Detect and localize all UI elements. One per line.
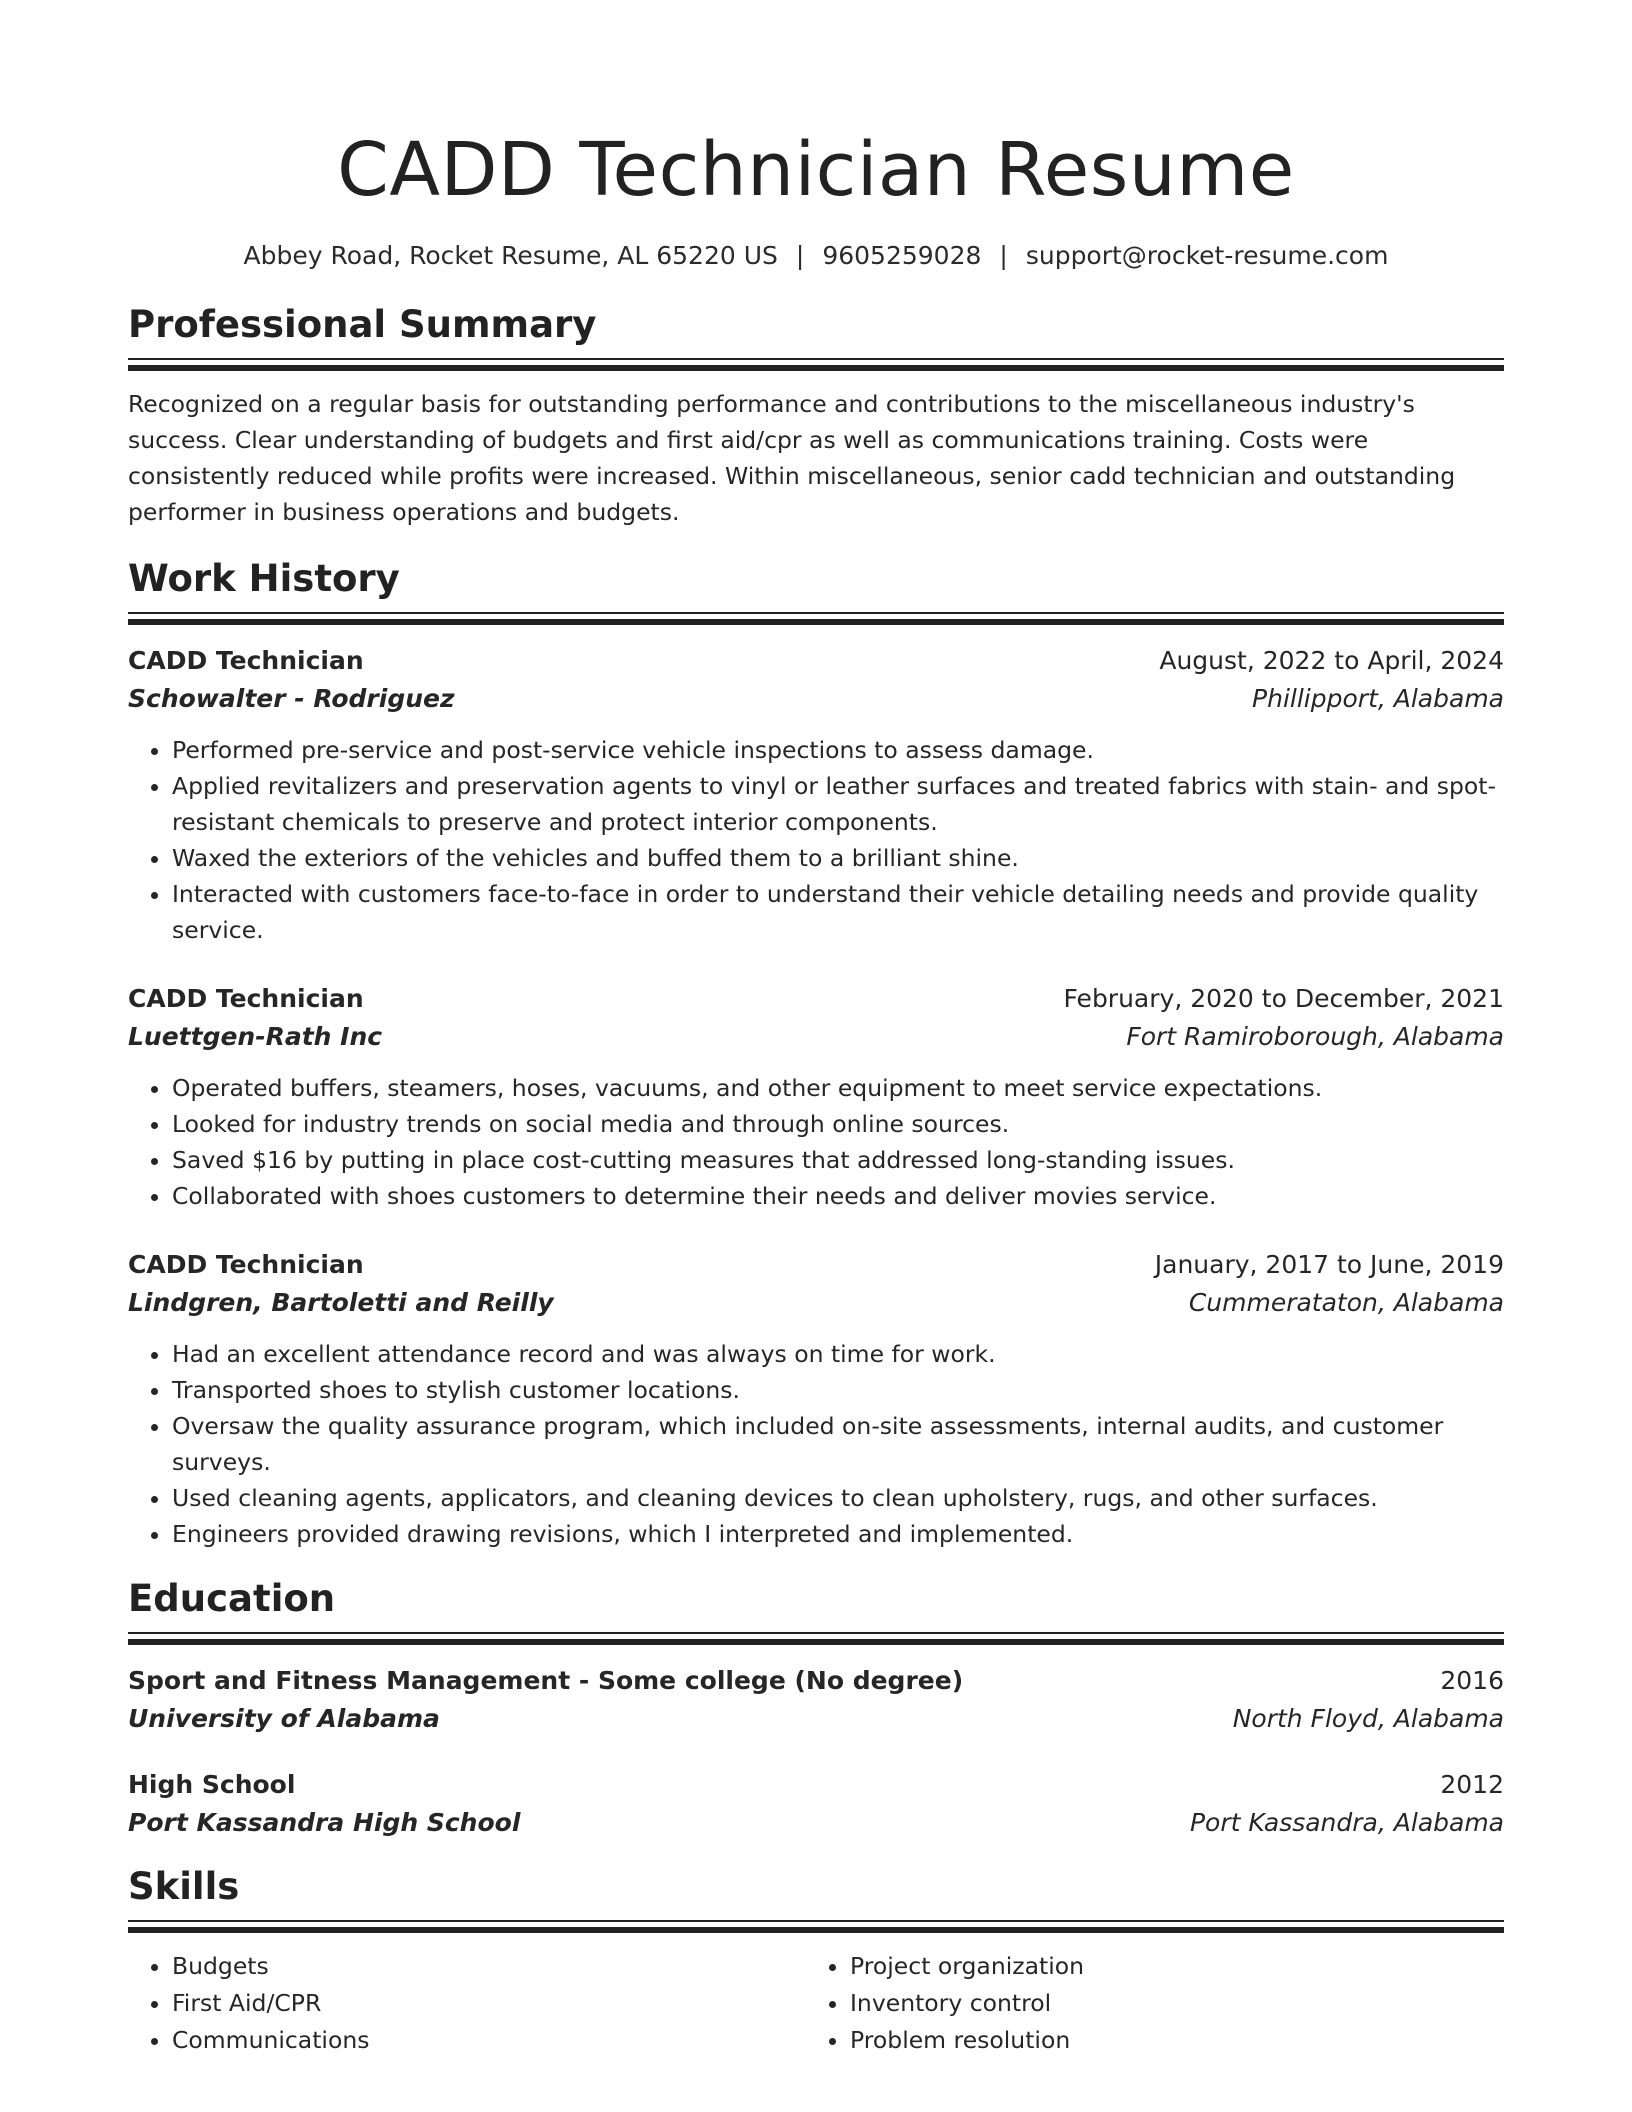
job-company: Luettgen-Rath Inc [128, 1022, 383, 1051]
job-dates: January, 2017 to June, 2019 [1154, 1250, 1504, 1279]
education-degree: High School [128, 1770, 296, 1799]
job-company-row [128, 1284, 1504, 1322]
job-company: Schowalter - Rodriguez [128, 684, 455, 713]
contact-phone: 9605259028 [822, 241, 982, 270]
job-bullet: • Engineers provided drawing revisions, which I interpreted and implemented. [172, 1516, 1504, 1552]
contact-separator: | [795, 241, 805, 270]
job-company: Lindgren, Bartoletti and Reilly [128, 1288, 554, 1317]
skill-item: • Project organization [850, 1948, 1484, 1985]
job-header-row [128, 980, 1504, 1018]
education-school: University of Alabama [128, 1704, 440, 1733]
job-bullet: • Oversaw the quality assurance program, which included on-site assessments, internal audits, and customer surveys. [172, 1408, 1504, 1480]
job-bullet: • Performed pre-service and post-service vehicle inspections to assess damage. [172, 732, 1504, 768]
education-header-row [128, 1662, 1504, 1700]
skill-item: • Communications [172, 2022, 806, 2059]
section-divider [128, 1920, 1504, 1934]
job-location: Cummerataton, Alabama [1188, 1288, 1504, 1317]
skill-item: • Inventory control [850, 1985, 1484, 2022]
education-degree: Sport and Fitness Management - Some college (No degree) [128, 1666, 964, 1695]
job-bullet: • Looked for industry trends on social media and through online sources. [172, 1106, 1504, 1142]
contact-email[interactable]: support@rocket-resume.com [1025, 241, 1389, 270]
resume-title: CADD Technician Resume [337, 127, 1295, 213]
education-entry [128, 1662, 1504, 1738]
summary-section [128, 302, 1504, 530]
job-bullet: • Transported shoes to stylish customer locations. [172, 1372, 1504, 1408]
skills-list-left [128, 1948, 806, 2059]
education-school-row [128, 1700, 1504, 1738]
education-location: Port Kassandra, Alabama [1189, 1808, 1504, 1837]
skills-section [128, 1864, 1504, 2059]
job-dates: February, 2020 to December, 2021 [1063, 984, 1504, 1013]
skill-item: • First Aid/CPR [172, 1985, 806, 2022]
skills-list-right [806, 1948, 1484, 2059]
job-bullet: • Operated buffers, steamers, hoses, vacuums, and other equipment to meet service expectations. [172, 1070, 1504, 1106]
summary-text: Recognized on a regular basis for outstanding performance and contributions to the miscellaneous industry's success. Clear understanding of budgets and first aid/cpr as well as communications training. Costs were consistently reduced while profits were increased. Within miscellaneous, senior cadd technician and outstanding performer in business operations and budgets. [128, 390, 1456, 526]
education-location: North Floyd, Alabama [1232, 1704, 1504, 1733]
education-section [128, 1576, 1504, 1842]
job-title: CADD Technician [128, 1250, 364, 1279]
job-bullet: • Applied revitalizers and preservation agents to vinyl or leather surfaces and treated fabrics with stain- and spot-resistant chemicals to preserve and protect interior components. [172, 768, 1504, 840]
job-dates: August, 2022 to April, 2024 [1159, 646, 1504, 675]
job-bullets [128, 732, 1504, 948]
job-bullet: • Waxed the exteriors of the vehicles and buffed them to a brilliant shine. [172, 840, 1504, 876]
education-school-row [128, 1804, 1504, 1842]
section-divider [128, 612, 1504, 626]
job-header-row [128, 1246, 1504, 1284]
education-header-row [128, 1766, 1504, 1804]
job-bullet: • Collaborated with shoes customers to determine their needs and deliver movies service. [172, 1178, 1504, 1214]
skill-item: • Budgets [172, 1948, 806, 1985]
job-company-row [128, 1018, 1504, 1056]
job-location: Fort Ramiroborough, Alabama [1126, 1022, 1504, 1051]
job-bullet: • Used cleaning agents, applicators, and cleaning devices to clean upholstery, rugs, and other surfaces. [172, 1480, 1504, 1516]
contact-separator: | [999, 241, 1008, 270]
skill-item: • Problem resolution [850, 2022, 1484, 2059]
job-entry [128, 1246, 1504, 1552]
work-history-section [128, 556, 1504, 1552]
job-entry [128, 642, 1504, 948]
education-year: 2012 [1440, 1770, 1504, 1799]
job-title: CADD Technician [128, 646, 364, 675]
job-bullet: • Interacted with customers face-to-face in order to understand their vehicle detailing needs and provide quality service. [172, 876, 1504, 948]
job-bullet: • Saved $16 by putting in place cost-cutting measures that addressed long-standing issues. [172, 1142, 1504, 1178]
section-title-education: Education [128, 1577, 336, 1620]
job-bullets [128, 1070, 1504, 1214]
job-company-row [128, 680, 1504, 718]
skills-columns [128, 1948, 1504, 2059]
education-year: 2016 [1440, 1666, 1504, 1695]
contact-line [128, 240, 1504, 272]
job-location: Phillipport, Alabama [1252, 684, 1504, 713]
job-title: CADD Technician [128, 984, 364, 1013]
section-title-skills: Skills [128, 1865, 240, 1908]
education-entry [128, 1766, 1504, 1842]
contact-address: Abbey Road, Rocket Resume, AL 65220 US [243, 241, 778, 270]
section-title-summary: Professional Summary [128, 303, 597, 346]
education-school: Port Kassandra High School [128, 1808, 521, 1837]
section-title-work-history: Work History [128, 557, 400, 600]
job-bullet: • Had an excellent attendance record and was always on time for work. [172, 1336, 1504, 1372]
section-divider [128, 1632, 1504, 1646]
section-divider [128, 358, 1504, 372]
job-header-row [128, 642, 1504, 680]
job-entry [128, 980, 1504, 1214]
job-bullets [128, 1336, 1504, 1552]
